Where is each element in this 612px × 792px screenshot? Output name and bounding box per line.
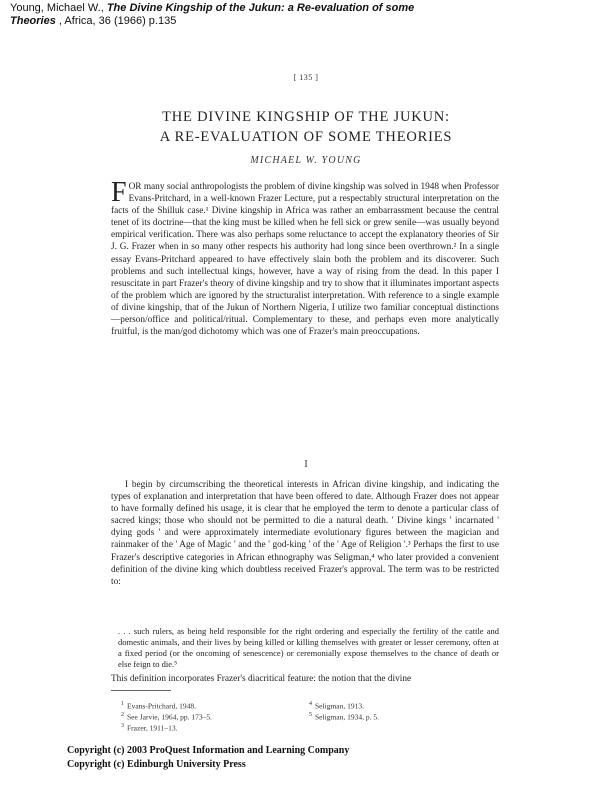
intro-text: OR many social anthropologists the problem of divine kingship was solved in 1948 when Professor Evans-Pritchard, in a well-known Frazer Lecture, put a respectably structural interpretation on the facts of the Shilluk case.¹ Divine kingship in Africa was rather an embarrassment because the central tenet of its doctrine—that the king must be killed when he fell sick or grew senile—was usually beyond empirical verification. There was also perhaps some reluctance to accept the explanatory theories of Sir J. G. Frazer when in so many other respects his authority had long since been overthrown.² In a single essay Evans-Pritchard appeared to have effectively slain both the problem and its discoverer. Such problems and such intellectual kings, however, have a way of rising from the dead. In this paper I resuscitate in part Frazer's theory of divine kingship and try to show that it illuminates important aspects of the problem which are ignored by the structuralist interpretation. With reference to a single example of divine kingship, that of the Jukun of Northern Nigeria, I utilize two familiar conceptual distinctions—person/office and political/ritual. Complementary to these, and perhaps even more analytically fruitful, is the man/god dichotomy which was one of Frazer's main preoccupations. <box>111 182 499 338</box>
citation-suffix: , Africa, 36 (1966) p.135 <box>55 15 177 27</box>
footnote: $^5$ Seligman, 1934, p. 5. <box>309 712 379 722</box>
footnote: $^2$ See Jarvie, 1964, pp. 173–5. <box>121 712 212 722</box>
citation-title-line2: Theories <box>10 15 56 27</box>
block-quote: . . . such rulers, as being held responsible for the right ordering and especially the fertility of the cattle and domestic animals, and their lives by being killed or killing themselves with greater or lesser ceremony, often at a fixed period (or the oncoming of senescence) or ceremonially expose themselves to the chance of death or else feign to die.⁵ <box>118 626 499 669</box>
article-title-line1: THE DIVINE KINGSHIP OF THE JUKUN: <box>162 109 450 125</box>
footnote: $^4$ Seligman, 1913. <box>309 701 364 711</box>
section-heading: I <box>304 459 308 470</box>
drop-cap: F <box>111 177 127 208</box>
author-name: MICHAEL W. YOUNG <box>250 155 362 166</box>
intro-paragraph <box>111 177 499 338</box>
citation-title-line1: The Divine Kingship of the Jukun: a Re-evaluation of some <box>106 2 415 14</box>
citation-header <box>10 2 570 28</box>
continuation-line: This definition incorporates Frazer's diacritical feature: the notion that the divine <box>111 674 412 684</box>
footnote <box>309 722 499 733</box>
copyright-line2: Copyright (c) Edinburgh University Press <box>67 759 246 770</box>
article-title <box>80 107 532 147</box>
footnote: $^1$ Evans-Pritchard, 1948. <box>121 701 196 711</box>
copyright-line1: Copyright (c) 2003 ProQuest Information and Learning Company <box>67 745 350 756</box>
section-paragraph: I begin by circumscribing the theoretical interests in African divine kingship, and indicating the types of explanation and interpretation that have been offered to date. Although Frazer does not appear to have formally defined his usage, it is clear that he employed the term to denote a particular class of sacred kings; those who should not be permitted to die a natural death. ' Divine kings ' incarnated ' dying gods ' and were approximately intermediate evolutionary figures between the magician and rainmaker of the ' Age of Magic ' and the ' god-king ' of the ' Age of Religion '.³ Perhaps the first to use Frazer's descriptive categories in African ethnography was Seligman,⁴ who later provided a convenient definition of the divine king which doubtless received Frazer's approval. The term was to be restricted to: <box>111 480 499 587</box>
article-title-line2: A RE-EVALUATION OF SOME THEORIES <box>159 129 453 145</box>
citation-prefix: Young, Michael W., <box>10 2 107 14</box>
footnote: $^3$ Frazer, 1911–13. <box>121 723 178 733</box>
footnote-divider <box>111 690 171 691</box>
copyright-notice <box>67 744 487 772</box>
footnotes <box>121 700 499 733</box>
page-number: [ 135 ] <box>293 73 319 82</box>
